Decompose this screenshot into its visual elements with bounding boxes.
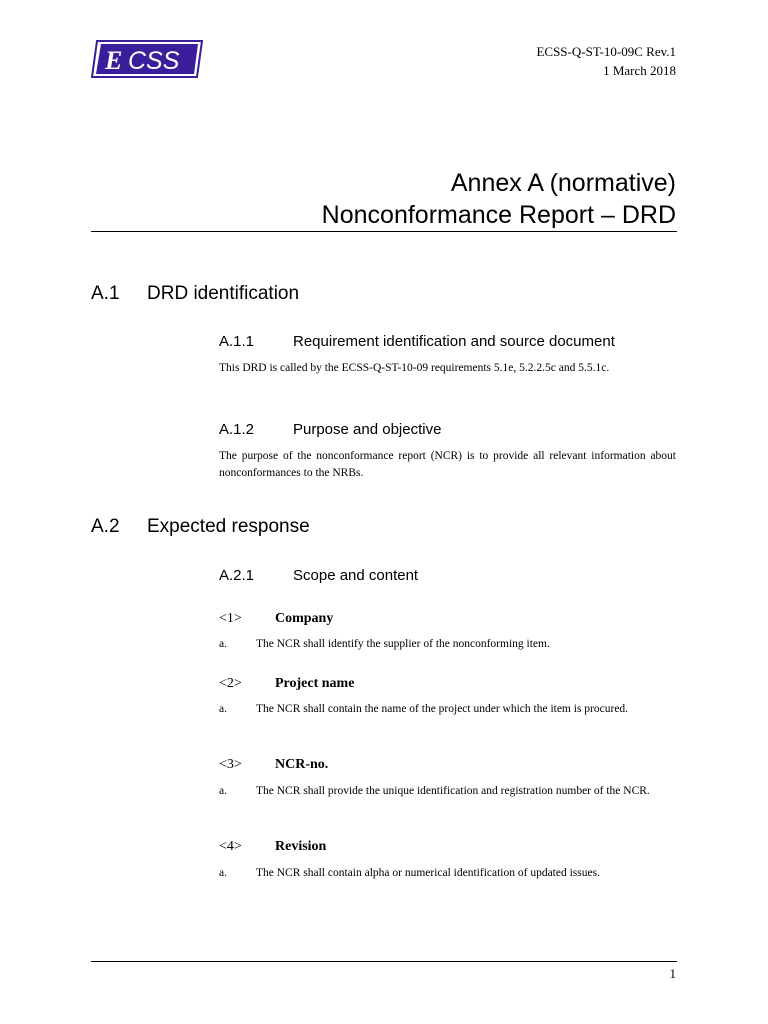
- header-date: 1 March 2018: [603, 63, 676, 78]
- section-a12-title: Purpose and objective: [293, 421, 442, 438]
- section-a12-text: The purpose of the nonconformance report (NCR) is to provide all relevant information about nonconformances to the NRBs.: [219, 450, 676, 479]
- annex-title-line1: Annex A (normative): [450, 169, 676, 197]
- title-divider: [91, 231, 677, 232]
- item-2-number: <2>: [219, 676, 242, 691]
- page-number: 1: [669, 966, 676, 981]
- logo-letters-css: CSS: [128, 47, 180, 75]
- section-a2-title: Expected response: [147, 516, 310, 537]
- item-3-title: NCR-no.: [275, 757, 329, 772]
- section-a21-number: A.2.1: [219, 567, 255, 584]
- footer-divider: [91, 961, 677, 962]
- item-3-number: <3>: [219, 757, 242, 772]
- ecss-logo: [91, 40, 203, 78]
- header-doc-id: ECSS-Q-ST-10-09C Rev.1: [536, 44, 676, 59]
- section-a1-title: DRD identification: [147, 283, 300, 304]
- item-1-title: Company: [275, 611, 334, 626]
- item-3-label: a.: [219, 785, 227, 797]
- item-4-label: a.: [219, 867, 227, 879]
- section-a11-title: Requirement identification and source document: [293, 333, 615, 350]
- section-a2-number: A.2: [91, 516, 120, 537]
- item-3-text: The NCR shall provide the unique identification and registration number of the NCR.: [256, 785, 650, 797]
- item-2-text: The NCR shall contain the name of the project under which the item is procured.: [256, 703, 629, 715]
- logo-letter-e: E: [105, 46, 123, 75]
- section-a1-number: A.1: [91, 283, 120, 304]
- section-a21-title: Scope and content: [293, 567, 419, 584]
- section-a11-text: This DRD is called by the ECSS-Q-ST-10-09 requirements 5.1e, 5.2.2.5c and 5.5.1c.: [219, 362, 610, 374]
- item-4-number: <4>: [219, 839, 242, 854]
- annex-title-line2: Nonconformance Report – DRD: [321, 201, 676, 229]
- item-2-title: Project name: [275, 676, 355, 691]
- section-a11-number: A.1.1: [219, 333, 255, 350]
- item-1-text: The NCR shall identify the supplier of the nonconforming item.: [256, 638, 550, 650]
- item-2-label: a.: [219, 703, 227, 715]
- item-4-text: The NCR shall contain alpha or numerical identification of updated issues.: [256, 867, 600, 879]
- item-1-number: <1>: [219, 611, 242, 626]
- item-4-title: Revision: [275, 839, 327, 854]
- item-1-label: a.: [219, 638, 227, 650]
- section-a12-number: A.1.2: [219, 421, 255, 438]
